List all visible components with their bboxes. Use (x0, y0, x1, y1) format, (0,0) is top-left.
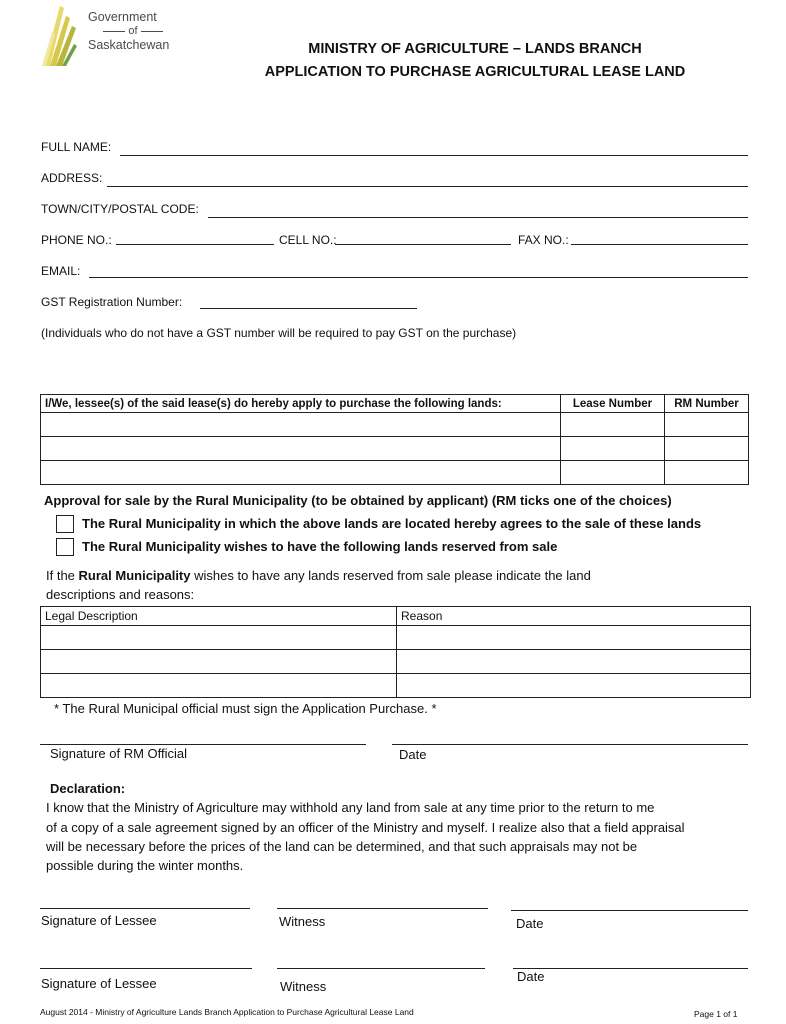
lands-table-header (41, 395, 749, 413)
logo-line-government: Government (88, 10, 157, 24)
table-cell[interactable] (665, 413, 749, 437)
gst-field[interactable] (200, 308, 417, 309)
approve-checkbox[interactable] (56, 515, 74, 533)
table-cell[interactable] (397, 626, 751, 650)
page-title-application: APPLICATION TO PURCHASE AGRICULTURAL LEASE LAND (264, 64, 686, 80)
lessee-signature-label-2: Signature of Lessee (41, 976, 157, 991)
table-cell[interactable] (41, 437, 561, 461)
table-row (41, 461, 749, 485)
witness-line-1[interactable] (277, 908, 488, 909)
lands-header-lease: Lease Number (561, 395, 665, 413)
lessee-date-line-2[interactable] (513, 968, 748, 969)
table-cell[interactable] (41, 413, 561, 437)
reserve-instructions-line2: descriptions and reasons: (46, 587, 195, 602)
table-cell[interactable] (397, 650, 751, 674)
gst-label: GST Registration Number: (41, 295, 183, 309)
declaration-line-2: of a copy of a sale agreement signed by an officer of the Ministry and myself. I realize also that a field appraisal (46, 820, 685, 835)
rm-signature-line[interactable] (40, 744, 366, 745)
table-cell[interactable] (561, 461, 665, 485)
lessee-date-label-2: Date (517, 969, 545, 984)
reserve-header-legal: Legal Description (41, 607, 397, 626)
lessee-signature-line-1[interactable] (40, 908, 250, 909)
table-cell[interactable] (41, 461, 561, 485)
table-cell[interactable] (665, 437, 749, 461)
lands-header-rm: RM Number (665, 395, 749, 413)
fax-label: FAX NO.: (518, 233, 569, 247)
gst-note: (Individuals who do not have a GST number will be required to pay GST on the purchase) (41, 326, 517, 340)
rm-signature-label: Signature of RM Official (50, 746, 188, 761)
address-field[interactable] (107, 186, 748, 187)
cell-label: CELL NO.: (279, 233, 337, 247)
witness-line-2[interactable] (277, 968, 485, 969)
witness-label-2: Witness (280, 979, 327, 994)
declaration-heading: Declaration: (50, 781, 126, 796)
approval-heading: Approval for sale by the Rural Municipality (to be obtained by applicant) (RM ticks one of the choices) (44, 493, 672, 508)
approve-option-label: The Rural Municipality in which the above lands are located hereby agrees to the sale of these lands (82, 516, 702, 531)
town-field[interactable] (208, 217, 748, 218)
reserve-checkbox[interactable] (56, 538, 74, 556)
table-cell[interactable] (561, 437, 665, 461)
reserve-table-header (41, 607, 751, 626)
logo-line-saskatchewan: Saskatchewan (88, 38, 170, 52)
logo-line-of: of (88, 25, 178, 38)
table-row (41, 413, 749, 437)
email-field[interactable] (89, 277, 748, 278)
table-cell[interactable] (41, 674, 397, 698)
lessee-signature-label-1: Signature of Lessee (41, 913, 157, 928)
reserve-option-label: The Rural Municipality wishes to have the following lands reserved from sale (82, 539, 558, 554)
reserve-table (40, 606, 751, 698)
table-cell[interactable] (41, 650, 397, 674)
rm-date-line[interactable] (392, 744, 748, 745)
table-cell[interactable] (41, 626, 397, 650)
lessee-date-line-1[interactable] (511, 910, 748, 911)
rm-note: * The Rural Municipal official must sign the Application Purchase. * (54, 701, 437, 716)
full-name-field[interactable] (120, 155, 748, 156)
table-cell[interactable] (561, 413, 665, 437)
table-row (41, 626, 751, 650)
page-number: Page 1 of 1 (694, 1009, 738, 1019)
rm-date-label: Date (399, 747, 427, 762)
lessee-date-label-1: Date (516, 916, 544, 931)
lands-header-description: I/We, lessee(s) of the said lease(s) do hereby apply to purchase the following lands: (41, 395, 561, 413)
town-label: TOWN/CITY/POSTAL CODE: (41, 202, 199, 216)
table-row (41, 674, 751, 698)
address-label: ADDRESS: (41, 171, 103, 185)
page-title-ministry: MINISTRY OF AGRICULTURE – LANDS BRANCH (308, 41, 642, 57)
wheat-logo-icon (40, 4, 80, 68)
cell-field[interactable] (335, 244, 511, 245)
declaration-line-1: I know that the Ministry of Agriculture may withhold any land from sale at any time prior to the return to me (46, 800, 655, 815)
reserve-header-reason: Reason (397, 607, 751, 626)
full-name-label: FULL NAME: (41, 140, 112, 154)
phone-label: PHONE NO.: (41, 233, 112, 247)
reserve-instructions: If the Rural Municipality wishes to have any lands reserved from sale please indicate the land (46, 568, 591, 583)
table-row (41, 437, 749, 461)
footer-text: August 2014 - Ministry of Agriculture Lands Branch Application to Purchase Agricultural Lease Land (40, 1007, 414, 1017)
lessee-signature-line-2[interactable] (40, 968, 252, 969)
email-label: EMAIL: (41, 264, 81, 278)
lands-table (40, 394, 749, 485)
declaration-line-4: possible during the winter months. (46, 858, 244, 873)
fax-field[interactable] (571, 244, 748, 245)
government-logo (40, 4, 185, 68)
phone-field[interactable] (116, 244, 274, 245)
declaration-line-3: will be necessary before the prices of the land can be determined, and that such appraisals may not be (46, 839, 638, 854)
table-row (41, 650, 751, 674)
table-cell[interactable] (665, 461, 749, 485)
witness-label-1: Witness (279, 914, 326, 929)
table-cell[interactable] (397, 674, 751, 698)
